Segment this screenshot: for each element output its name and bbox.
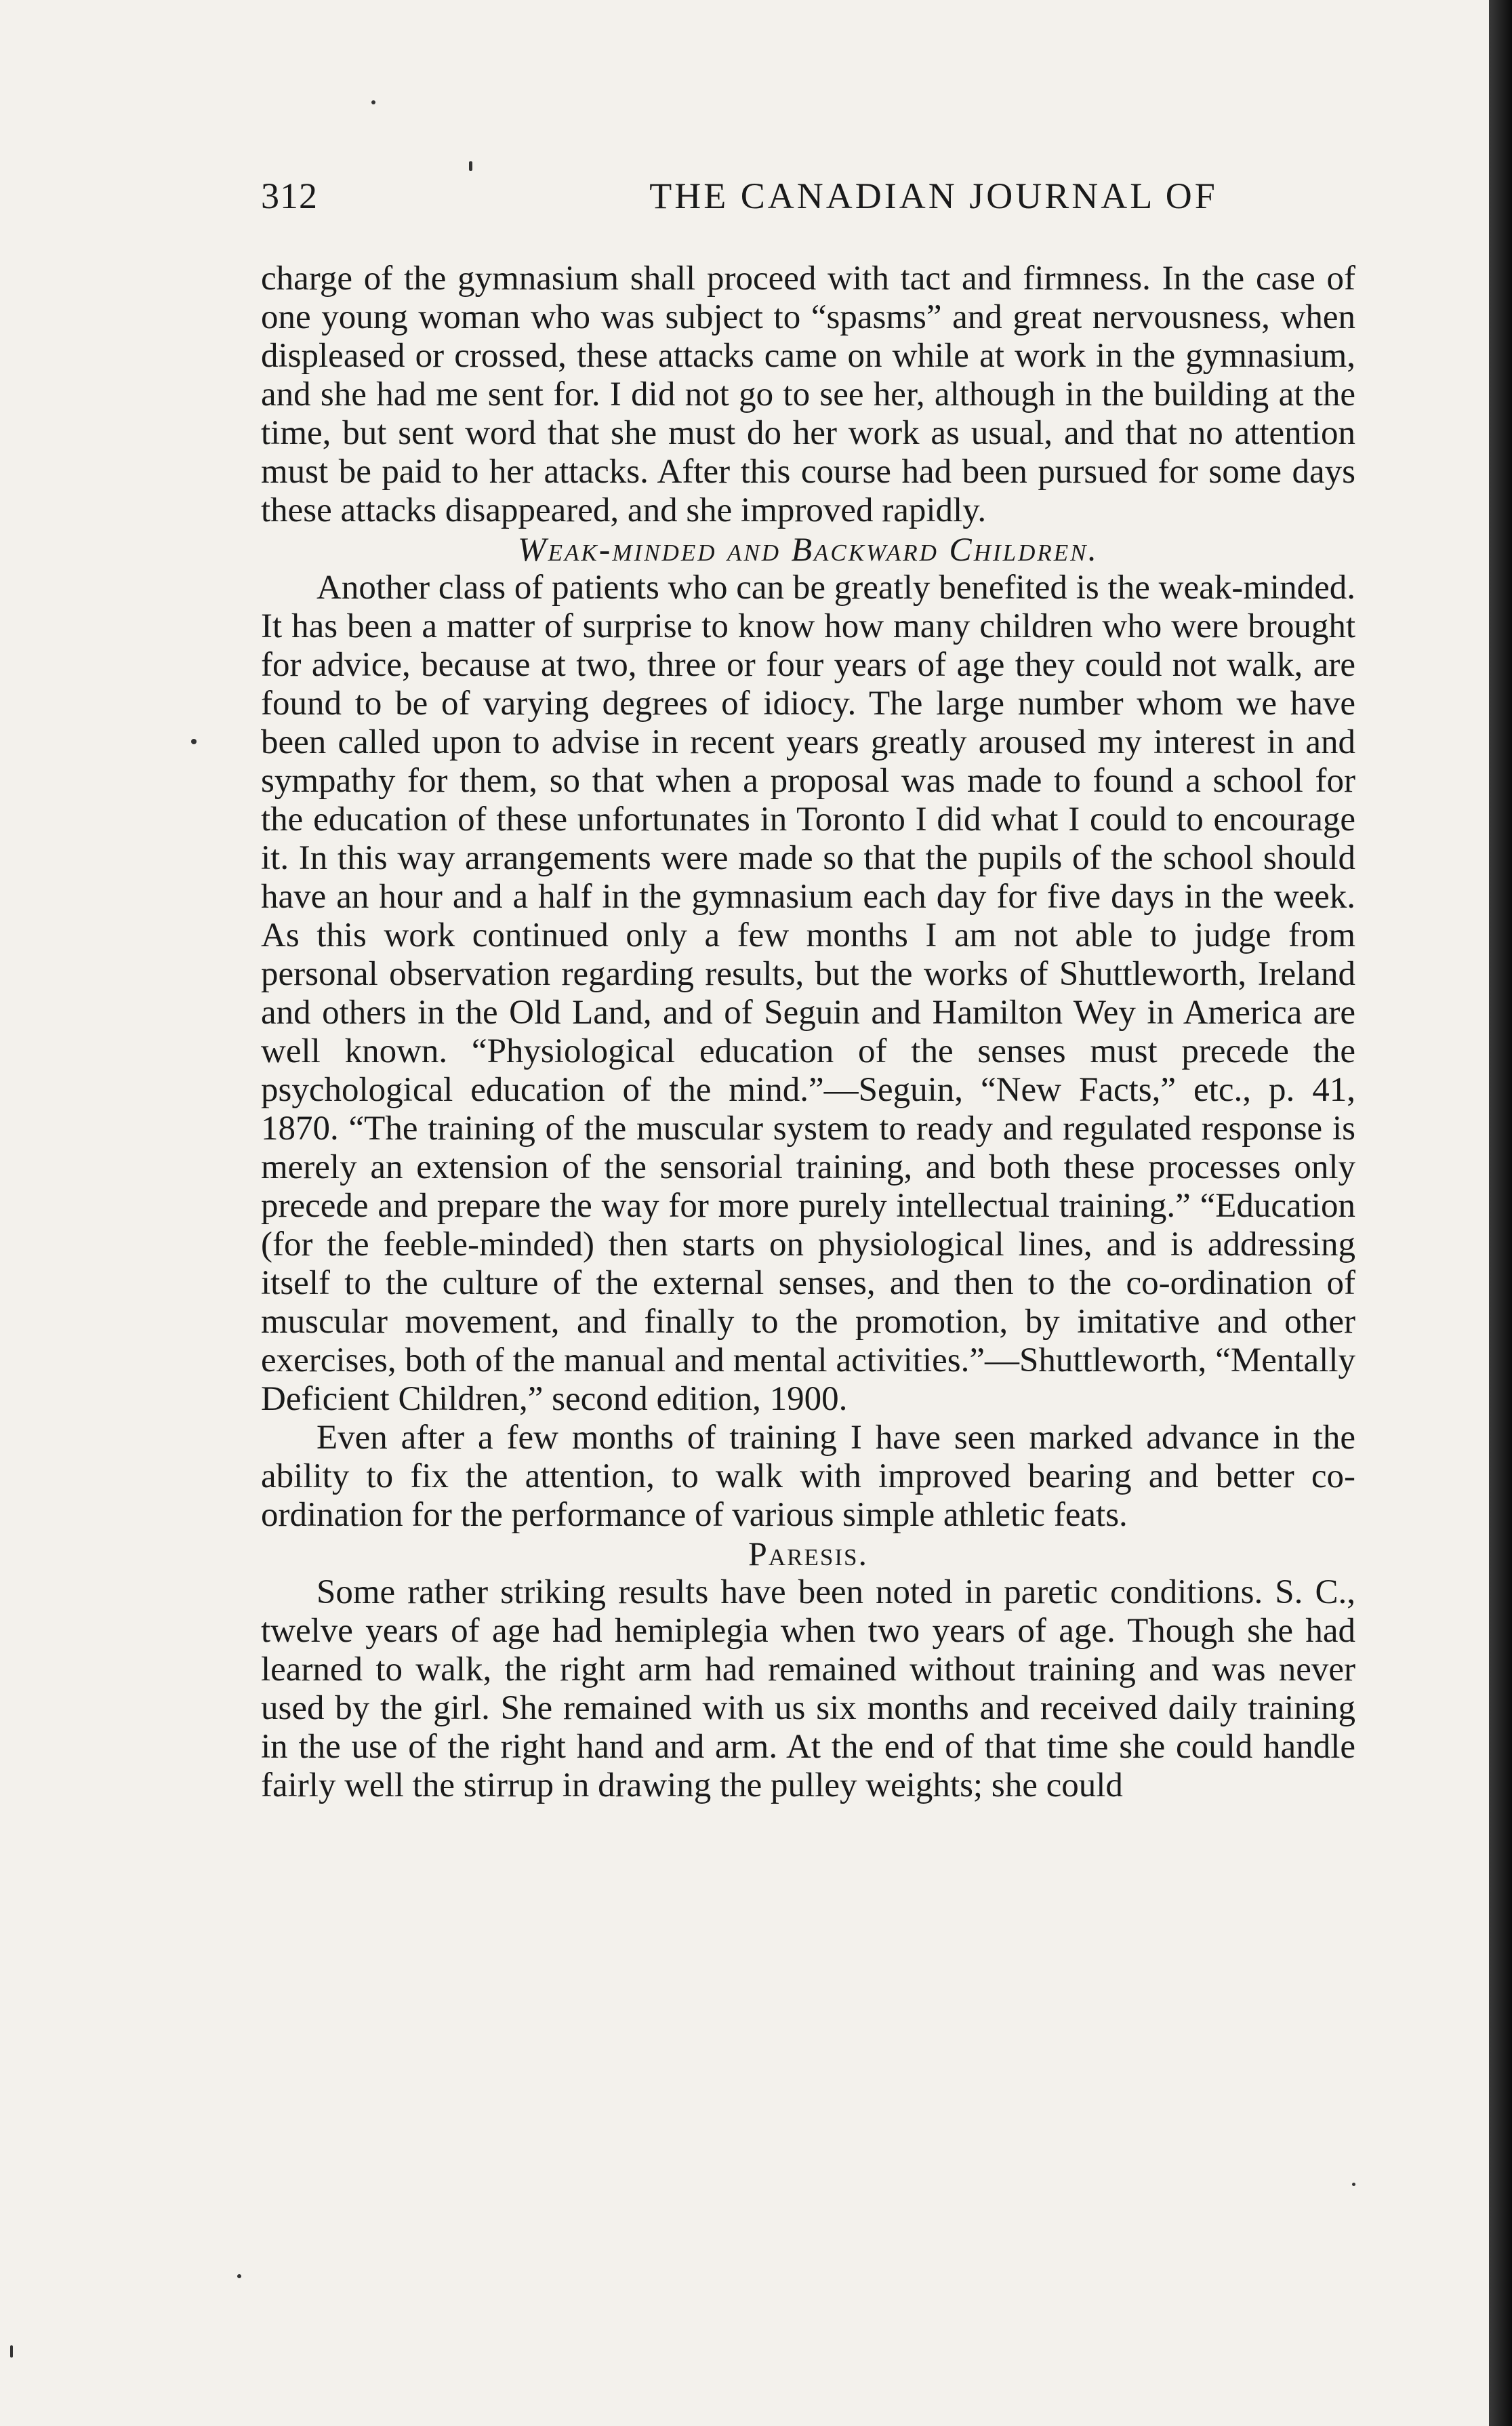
section-heading-paresis: Paresis.	[748, 1535, 868, 1573]
running-head: THE CANADIAN JOURNAL OF	[649, 176, 1218, 216]
scan-speck	[237, 2274, 241, 2278]
scan-speck	[191, 739, 197, 744]
section-heading-weak-minded: Weak-minded and Backward Children.	[518, 530, 1099, 568]
scan-speck	[469, 161, 472, 171]
page-number: 312	[261, 176, 318, 216]
body-text	[261, 260, 1355, 1805]
paragraph: charge of the gymnasium shall proceed with tact and firmness. In the case of one young woman who was subject to “spasms” and great nervousness, when displeased or crossed, these attacks came on while at work in the gymnasium, and she had me sent for. I did not go to see her, although in the building at the time, but sent word that she must do her work as usual, and that no attention must be paid to her attacks. After this course had been pursued for some days these attacks disappeared, and she improved rapidly.	[261, 260, 1355, 529]
scan-speck	[371, 100, 375, 104]
paragraph: Some rather striking results have been noted in paretic conditions. S. C., twelve years of age had hemiplegia when two years of age. Though she had learned to walk, the right arm had remained without training and was never used by the girl. She remained with us six months and received daily training in the use of the right hand and arm. At the end of that time she could handle fairly well the stirrup in drawing the pulley weights; she could	[261, 1573, 1355, 1804]
paragraph: Another class of patients who can be greatly benefited is the weak-minded. It has been a matter of surprise to know how many children who were brought for advice, because at two, three or four years of age they could not walk, are found to be of varying degrees of idiocy. The large number whom we have been called upon to advise in recent years greatly aroused my interest in and sympathy for them, so that when a proposal was made to found a school for the education of these unfortunates in Toronto I did what I could to encourage it. In this way arrangements were made so that the pupils of the school should have an hour and a half in the gymnasium each day for five days in the week. As this work continued only a few months I am not able to judge from personal observation regarding results, but the works of Shuttleworth, Ireland and others in the Old Land, and of Seguin and Hamilton Wey in America are well known. “Physiological education of the senses must precede the psychological education of the mind.”—Seguin, “New Facts,” etc., p. 41, 1870. “The training of the muscular system to ready and regulated response is merely an extension of the sensorial training, and both these processes only precede and prepare the way for more purely intellectual training.” “Education (for the feeble-minded) then starts on physiological lines, and is addressing itself to the culture of the external senses, and then to the co-ordination of muscular movement, and finally to the promotion, by imitative and other exercises, both of the manual and mental activities.”—Shuttleworth, “Mentally Deficient Children,” second edition, 1900.	[261, 569, 1355, 1418]
scan-speck	[1352, 2183, 1355, 2186]
scan-speck	[10, 2345, 13, 2358]
page-header	[261, 175, 1355, 222]
page-binding-edge	[1489, 0, 1512, 2426]
paragraph: Even after a few months of training I have seen marked advance in the ability to fix the attention, to walk with improved bearing and better co-ordination for the performance of various simple athletic feats.	[261, 1419, 1355, 1534]
